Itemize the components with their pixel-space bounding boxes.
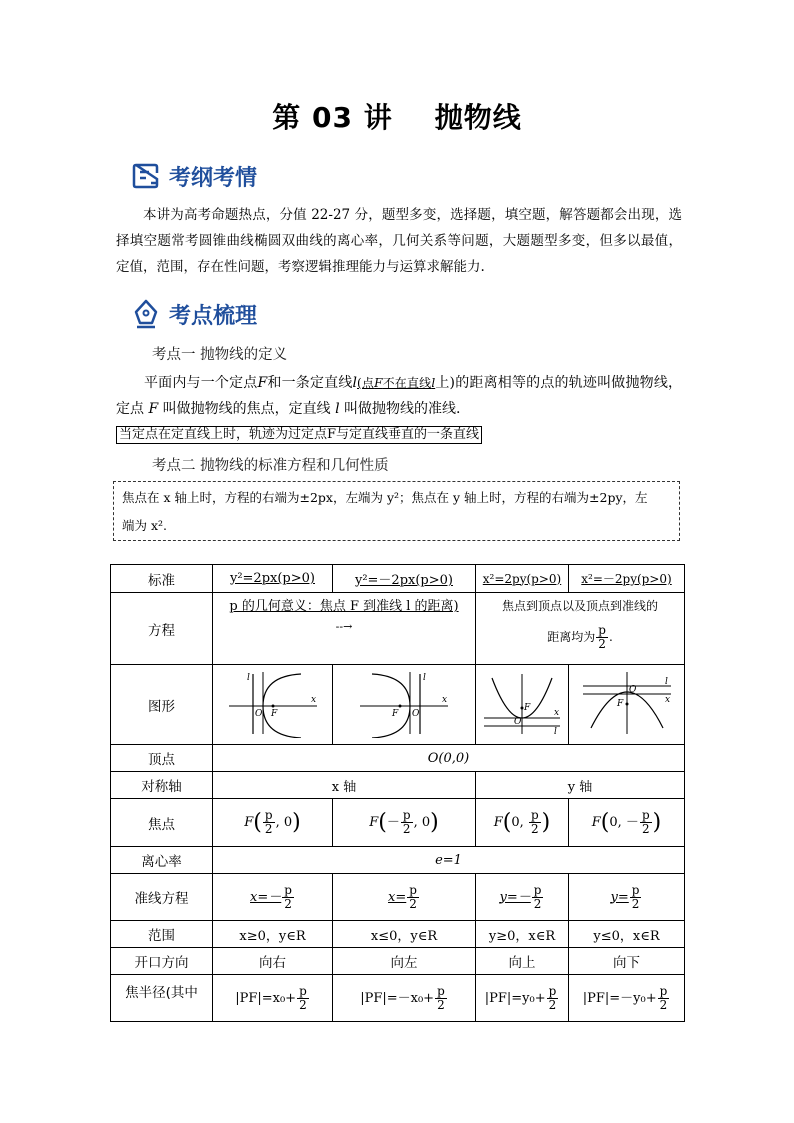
d3-den: 2: [533, 896, 542, 911]
focus3-F: F: [493, 815, 503, 830]
open-1: 向右: [213, 948, 333, 975]
var-F: F: [257, 375, 268, 391]
table-row-range: [111, 921, 685, 948]
var-l: l: [352, 375, 358, 391]
def-text-3: (点: [357, 376, 375, 390]
section-points-heading: [131, 296, 257, 332]
range-4: y≤0，x∈R: [569, 921, 685, 948]
intro-paragraph: 本讲为高考命题热点，分值 22-27 分，题型多变，选择题，填空题，解答题都会出现，选择填空题常考圆锥曲线椭圆双曲线的离心率，几何关系等问题，大题题型多变，但多以最值，定值，范围，存在性问题，考察逻辑推理能力与运算求解能力.: [116, 207, 682, 275]
std-eq-1: y²=2px(p>0): [213, 565, 333, 593]
focus3-zero: 0,: [511, 815, 528, 830]
distance-note-cell: [476, 593, 685, 665]
dir4-text: y=: [610, 889, 629, 905]
row-label-focal: 焦半径(其中: [111, 975, 213, 1022]
dir3-text: y=－: [499, 889, 531, 905]
focal-3: [476, 975, 569, 1022]
p-meaning-cell: [213, 593, 476, 665]
row-label-opening: 开口方向: [111, 948, 213, 975]
frac-den: 2: [598, 637, 606, 651]
graph-2: [354, 668, 454, 738]
f3-den: 2: [530, 822, 539, 836]
p-meaning: p 的几何意义：焦点 F 到准线 l 的距离): [229, 599, 459, 614]
var-l-3: l: [335, 401, 340, 417]
graph-1: [223, 668, 323, 738]
focal4-text: |PF|=－y₀+: [582, 990, 657, 1006]
f1-num: p: [264, 808, 273, 822]
note-line-1: 焦点在 x 轴上时，方程的右端为±2px，左端为 y²；焦点在 y 轴上时，方程的右端为±2py，左: [122, 490, 648, 505]
range-2: x≤0，y∈R: [333, 921, 476, 948]
graph4-O: O: [628, 684, 636, 695]
graph1-F: F: [270, 708, 277, 719]
graph1-l: l: [246, 672, 250, 683]
row-label-standard: 标准: [111, 565, 213, 593]
distance-note-2: 距离均为: [547, 630, 596, 644]
focus2-F: F: [369, 815, 379, 830]
table-row-focus: [111, 799, 685, 847]
f3-num: p: [530, 808, 539, 822]
focus2-rest: , 0: [413, 815, 431, 830]
graph-down-opening: [569, 665, 685, 745]
dir-2: [333, 874, 476, 921]
open-2: 向左: [333, 948, 476, 975]
focus-4: F(0, － $\frac{p}{2}$ ): [569, 799, 685, 847]
distance-note-2-line: 距离均为 $\frac{p}{2}$ .: [547, 623, 613, 651]
var-F-3: F: [148, 401, 159, 417]
focus-2: F(－ $\frac{p}{2}$ , 0): [333, 799, 476, 847]
focal-4: [569, 975, 685, 1022]
d2-num: p: [409, 882, 417, 897]
def-underline: [357, 376, 435, 390]
point1-definition: [116, 370, 682, 422]
range-1: x≥0，y∈R: [213, 921, 333, 948]
d4-den: 2: [631, 896, 640, 911]
point2-dashed-note: [113, 481, 680, 541]
row-label-focus: 焦点: [111, 799, 213, 847]
fr4-num: p: [659, 983, 668, 998]
open-3: 向上: [476, 948, 569, 975]
dir-4: [569, 874, 685, 921]
d4-num: p: [631, 882, 640, 897]
page-title: [0, 96, 794, 136]
fr3-num: p: [548, 983, 557, 998]
graph4-x: x: [664, 694, 670, 705]
row-label-vertex: 顶点: [111, 745, 213, 772]
focal-1: [213, 975, 333, 1022]
graph2-O: O: [412, 708, 420, 719]
dir2-text: x=: [388, 889, 407, 905]
fr2-num: p: [437, 983, 445, 998]
graph1-x: x: [310, 694, 316, 705]
f4-den: 2: [641, 822, 650, 836]
d3-num: p: [533, 882, 542, 897]
f4-num: p: [641, 808, 650, 822]
fr1-num: p: [299, 983, 307, 998]
graph4-F: F: [616, 698, 623, 709]
graph3-l: l: [554, 726, 557, 737]
open-4: 向下: [569, 948, 685, 975]
range-3: y≥0，x∈R: [476, 921, 569, 948]
def-text-5: 上)的距离相等的点的轨迹叫做抛物线，定点: [116, 375, 683, 417]
std-eq-3: x²=2py(p>0): [476, 565, 569, 593]
focus4-zero: 0, －: [609, 815, 639, 830]
def-text-7: 叫做抛物线的准线.: [344, 401, 461, 417]
table-row-eccentricity: [111, 847, 685, 874]
axis-y: y 轴: [476, 772, 685, 799]
section-outline-heading: [131, 158, 257, 194]
note-line-2: 端为 x².: [122, 518, 168, 533]
var-F-2: F: [374, 376, 383, 390]
graph-left-opening: [333, 665, 476, 745]
table-row-standard: [111, 565, 685, 593]
f2-den: 2: [402, 822, 411, 836]
row-label-equation: 方程: [111, 593, 213, 665]
dir1-text: x=－: [250, 889, 282, 905]
def-text-4: 不在直线: [382, 376, 432, 390]
fr1-den: 2: [299, 997, 307, 1012]
def-text-2: 和一条定直线: [267, 375, 353, 391]
graph3-F: F: [524, 702, 531, 713]
d2-den: 2: [409, 896, 417, 911]
focal-2: [333, 975, 476, 1022]
graph2-x: x: [442, 694, 448, 705]
row-label-directrix: 准线方程: [111, 874, 213, 921]
graph3-O: O: [514, 716, 522, 727]
title-lesson: 第 03 讲: [272, 101, 393, 134]
var-l-2: l: [431, 376, 436, 390]
title-topic: 抛物线: [434, 101, 522, 134]
table-row-equation: [111, 593, 685, 665]
graph2-l: l: [423, 672, 426, 683]
f1-den: 2: [264, 822, 273, 836]
row-label-graph: 图形: [111, 665, 213, 745]
graph-3: [478, 668, 566, 738]
eccentricity-value: e=1: [213, 847, 685, 874]
table-row-graph: [111, 665, 685, 745]
point2-heading: 考点二 抛物线的标准方程和几何性质: [152, 458, 389, 474]
focus-1: F( $\frac{p}{2}$ , 0): [213, 799, 333, 847]
graph4-l: l: [664, 676, 668, 687]
point1-heading: 考点一 抛物线的定义: [152, 347, 288, 363]
focus1-rest: , 0: [275, 815, 293, 830]
outline-icon: [131, 161, 161, 191]
point1-boxed-note: 当定点在定直线上时，轨迹为过定点F与定直线垂直的一条直线: [116, 426, 482, 444]
arrow-mark: --→: [335, 620, 353, 633]
focus1-F: F: [244, 815, 254, 830]
axis-x: x 轴: [213, 772, 476, 799]
distance-note-1: 焦点到顶点以及顶点到准线的: [501, 599, 658, 613]
fr3-den: 2: [548, 997, 557, 1012]
parabola-properties-table: [110, 564, 685, 1022]
focal2-text: |PF|=－x₀+: [360, 990, 435, 1006]
table-row-axis: [111, 772, 685, 799]
focal3-text: |PF|=y₀+: [484, 990, 546, 1006]
table-row-directrix: [111, 874, 685, 921]
table-row-opening: [111, 948, 685, 975]
graph3-x: x: [554, 707, 560, 718]
focus4-F: F: [591, 815, 601, 830]
pen-nib-icon: [131, 298, 161, 330]
frac-num: p: [598, 623, 606, 637]
def-text-1: 平面内与一个定点: [144, 375, 258, 391]
fr4-den: 2: [659, 997, 668, 1012]
fr2-den: 2: [437, 997, 445, 1012]
section-outline-title: 考纲考情: [169, 165, 258, 191]
def-text-6: 叫做抛物线的焦点，定直线: [162, 401, 331, 417]
focal1-text: |PF|=x₀+: [235, 990, 297, 1006]
graph1-O: O: [254, 708, 262, 719]
dir-3: [476, 874, 569, 921]
section-points-title: 考点梳理: [169, 303, 258, 329]
d1-den: 2: [284, 896, 292, 911]
graph2-F: F: [392, 708, 399, 719]
focus-3: F(0, $\frac{p}{2}$ ): [476, 799, 569, 847]
row-label-range: 范围: [111, 921, 213, 948]
std-eq-4: x²=－2py(p>0): [569, 565, 685, 593]
dir-1: [213, 874, 333, 921]
d1-num: p: [284, 882, 292, 897]
f2-num: p: [402, 808, 411, 822]
table-row-vertex: [111, 745, 685, 772]
graph-4: [577, 668, 677, 738]
row-label-axis: 对称轴: [111, 772, 213, 799]
focus2-minus: －: [386, 815, 400, 830]
vertex-value: O(0,0): [213, 745, 685, 772]
graph-up-opening: [476, 665, 569, 745]
row-label-eccentricity: 离心率: [111, 847, 213, 874]
table-row-focal-radius: [111, 975, 685, 1022]
std-eq-2: y²=－2px(p>0): [333, 565, 476, 593]
graph-right-opening: [213, 665, 333, 745]
frac-p-2: [596, 624, 608, 651]
